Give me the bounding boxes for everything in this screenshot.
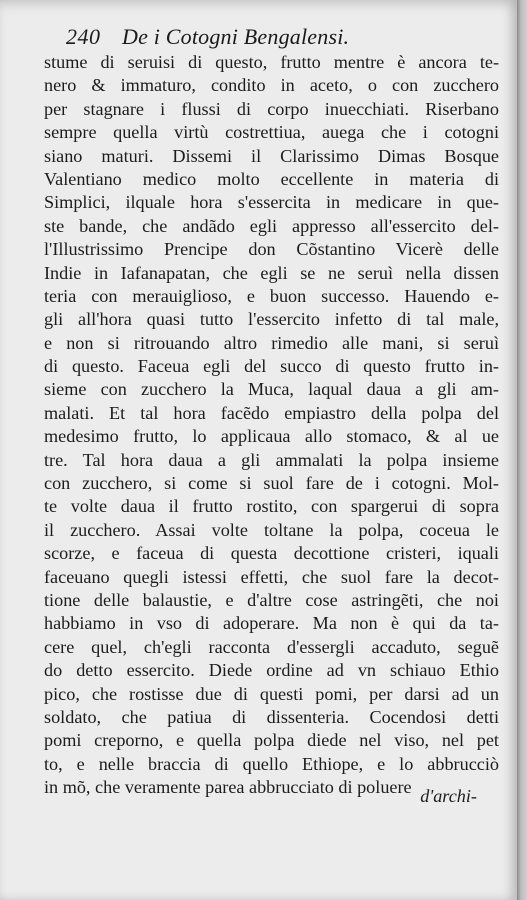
text-line: pico, che rostisse due di questi pomi, per darsi ad un: [44, 683, 499, 704]
catchword: d'archi-: [420, 786, 477, 806]
text-line: to, e nelle braccia di quello Ethiope, e lo abbrucciò: [44, 753, 499, 774]
text-line: tre. Tal hora daua a gli ammalati la polpa insieme: [44, 449, 499, 470]
text-line: nero & immaturo, condito in aceto, o con zucchero: [44, 75, 499, 96]
text-line: in mõ, che veramente parea abbrucciato di poluere: [44, 777, 412, 798]
text-line: tione delle balaustie, e d'altre cose astringẽti, che noi: [44, 589, 499, 610]
text-line: con zucchero, si come si suol fare de i cotogni. Mol-: [44, 473, 499, 494]
text-line: siano maturi. Dissemi il Clarissimo Dimas Bosque: [44, 145, 499, 166]
text-line: scorze, e faceua di questa decottione cristeri, iquali: [44, 543, 499, 564]
text-line: di questo. Faceua egli del succo di questo frutto in-: [44, 356, 499, 377]
text-line: faceuano quegli istessi effetti, che suol fare la decot-: [44, 566, 499, 587]
text-line: medesimo frutto, lo applicaua allo stomaco, & al ue: [44, 426, 499, 447]
text-line: e non si ritrouando altro rimedio alle mani, si seruì: [44, 332, 499, 353]
text-line: Valentiano medico molto eccellente in materia di: [44, 168, 499, 189]
text-line: te volte daua il frutto rostito, con spargerui di sopra: [44, 496, 499, 517]
text-line: malati. Et tal hora facẽdo empiastro della polpa del: [44, 402, 499, 423]
text-line: sieme con zucchero la Muca, laqual daua a gli am-: [44, 379, 499, 400]
text-line: pomi creporno, e quella polpa diede nel viso, nel pet: [44, 730, 499, 751]
text-line: sempre quella virtù costrettiua, auega che i cotogni: [44, 122, 499, 143]
text-line: ste bande, che andãdo egli appresso all'essercito del-: [44, 215, 499, 236]
page-number: 240: [66, 24, 101, 49]
text-line: do detto essercito. Diede ordine ad vn schiauo Ethio: [44, 660, 499, 681]
text-line: il zucchero. Assai volte toltane la polpa, coceua le: [44, 519, 499, 540]
text-line: cere quel, ch'egli racconta d'essergli accaduto, seguẽ: [44, 636, 499, 657]
page-edge-shadow: [517, 0, 527, 900]
text-line: per stagnare i flussi di corpo inuecchiati. Riserbano: [44, 98, 499, 119]
text-line: Simplici, ilquale hora s'essercita in medicare in que-: [44, 192, 499, 213]
text-line: soldato, che patiua di dissenteria. Cocendosi detti: [44, 706, 499, 727]
text-line: teria con merauiglioso, e buon successo. Hauendo e-: [44, 285, 499, 306]
text-line: stume di seruisi di questo, frutto mentre è ancora te-: [44, 52, 499, 72]
text-line: habbiamo in vso di adoperare. Ma non è qui da ta-: [44, 613, 499, 634]
text-line: Indie in Iafanapatan, che egli se ne seruì nella dissen: [44, 262, 499, 283]
body-text: [44, 51, 499, 800]
page-header: [66, 24, 487, 50]
text-line: gli all'hora quasi tutto l'essercito infetto di tal male,: [44, 309, 499, 330]
text-line: l'Illustrissimo Prencipe don Cõstantino Vicerè delle: [44, 239, 499, 260]
running-head: De i Cotogni Bengalensi.: [122, 24, 350, 49]
